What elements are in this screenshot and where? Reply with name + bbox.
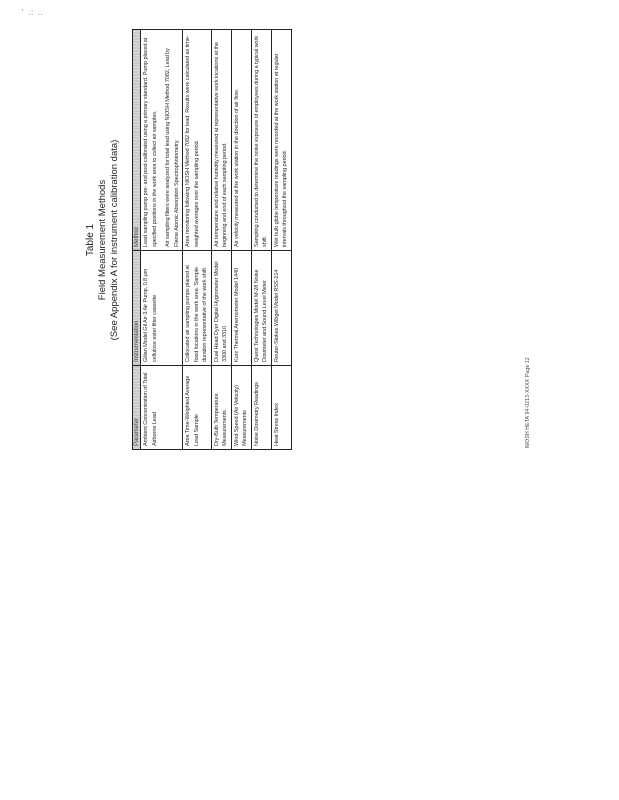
- header-method: Method: [133, 30, 141, 251]
- table-title: Field Measurement Methods: [97, 179, 108, 301]
- method-paragraph: Air temperature and relative humidity measured at representative work locations at the beginning and end of each sampling period.: [213, 41, 228, 247]
- cell-parameter: Ambient Concentration of Total Airborne Lead: [141, 366, 183, 450]
- header-parameter: Parameter: [133, 366, 141, 450]
- cell-method: [271, 30, 291, 251]
- method-paragraph: Sampling conducted to determine the noise exposure of employees during a typical work shift.: [253, 35, 268, 247]
- table-caption: [85, 30, 121, 450]
- page-footer: [525, 300, 537, 448]
- rotated-page-content: [85, 30, 385, 450]
- cell-instrumentation: Reuter-Stokes Wibget Model RSS-214: [271, 251, 291, 366]
- cell-parameter: Noise Dosimetry Readings: [251, 366, 271, 450]
- cell-parameter: Area Time-Weighted Average Lead Sample: [183, 366, 212, 450]
- cell-method: [251, 30, 271, 251]
- table-row: [251, 30, 271, 450]
- cell-parameter: Wind Speed (Air Velocity) Measurements: [231, 366, 251, 450]
- method-paragraph: Lead sampling pump pre- and post-calibrated using a primary standard. Pump placed at specified positions in the work area to collect air samples.: [143, 37, 158, 247]
- method-paragraph: Air velocity measured at the work station in the direction of air flow.: [233, 89, 240, 247]
- cell-parameter: Dry-Bulb Temperature Measurements: [211, 366, 231, 450]
- table-row: [231, 30, 251, 450]
- table-row: [141, 30, 183, 450]
- cell-instrumentation: Gilian Model Gil Air-3 Air Pump, 0.8 µm cellulose ester filter cassette: [141, 251, 183, 366]
- table-row: [183, 30, 212, 450]
- header-instrumentation: Instrumentation: [133, 251, 141, 366]
- cell-instrumentation: Kurz Thermal Anemometer Model 1440: [231, 251, 251, 366]
- cell-method: [211, 30, 231, 251]
- cell-instrumentation: Quest Technologies Model M-28 Noise Dosimeter and Sound Level Meter: [251, 251, 271, 366]
- footer-text: NIOSH HETA 94-0213-XXXX Page 12: [525, 357, 531, 448]
- cell-instrumentation: Collocated air sampling pumps placed at fixed locations in the work area. Sample duration representative of the work shift.: [183, 251, 212, 366]
- table-subtitle: (See Appendix A for instrument calibration data): [109, 139, 120, 341]
- cell-parameter: Heat Stress Index: [271, 366, 291, 450]
- table-row: [211, 30, 231, 450]
- field-methods-table: [132, 29, 292, 450]
- method-paragraph: Wet bulb globe temperature readings were recorded at the work station at regular intervals throughout the sampling period.: [273, 53, 288, 247]
- method-paragraph: Area monitoring following NIOSH Method 7082 for lead. Results were calculated as time-weighted averages over the sampling period.: [185, 35, 200, 247]
- table-row: [271, 30, 291, 450]
- cell-method: [183, 30, 212, 251]
- cell-method: [141, 30, 183, 251]
- scan-corner-mark: ' .: ..: [22, 8, 44, 17]
- cell-instrumentation: Dual Head Dyer Digital Hygrometer Model 3300 and 3310: [211, 251, 231, 366]
- table-number: Table 1: [85, 223, 96, 257]
- method-paragraph: Air sampling filters were analyzed for total lead using NIOSH Method 7082, Lead by Flame Atomic Absorption Spectrophotometry.: [165, 48, 180, 247]
- cell-method: [231, 30, 251, 251]
- table-header-row: [133, 30, 141, 450]
